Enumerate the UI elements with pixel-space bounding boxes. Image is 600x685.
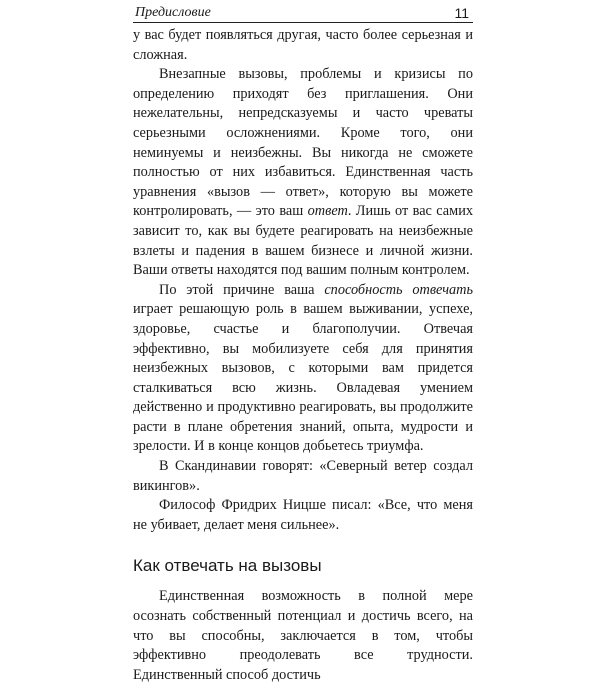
paragraphs-after-heading [133,587,473,685]
paragraph-p6 [133,587,473,685]
paragraphs-before-heading [133,26,473,535]
paragraph-p2 [133,65,473,281]
paragraph-text: Внезапные вызовы, проблемы и кризисы по определению приходят без приглашения. Они нежелательны, непредсказуемы и часто чреваты серьезными осложнениями. Кроме того, они неминуемы и неизбежны. Вы никогда не сможете полностью от них избавиться. Единственная часть уравнения «вызов — ответ», которую вы можете контролировать, — это ваш [133,66,473,220]
paragraph-text: у вас будет появляться другая, часто более серьезная и сложная. [133,27,473,63]
paragraph-p1 [133,26,473,65]
paragraph-text: . Лишь от вас самих зависит то, как вы будете реагировать на неизбежные взлеты и падения в вашем бизнесе и личной жизни. Ваши ответы находятся под вашим полным контролем. [133,203,473,279]
emphasis-text: ответ [307,203,348,220]
section-heading: Как отвечать на вызовы [133,556,322,576]
paragraph-p5 [133,496,473,535]
paragraph-text: Единственная возможность в полной мере осознать собственный потенциал и достичь всего, на что вы способны, заключается в том, чтобы эффективно преодолевать все трудности. Единственный способ достичь [133,588,473,683]
paragraph-text: играет решающую роль в вашем выживании, успехе, здоровье, счастье и благополучии. Отвечая эффективно, вы мобилизуете себя для принятия неизбежных вызовов, с которыми вам придется сталкиваться всю жизнь. Овладевая умением действенно и продуктивно реагировать, вы продолжите расти в плане обретения знаний, опыта, мудрости и зрелости. И в конце концов добьетесь триумфа. [133,301,473,455]
paragraph-p3 [133,281,473,457]
paragraph-p4 [133,457,473,496]
book-page [133,0,473,683]
page-number: 11 [454,5,469,21]
page-body [133,26,473,685]
emphasis-text: способность отвечать [324,281,473,298]
paragraph-text: В Скандинавии говорят: «Северный ветер создал викингов». [133,458,473,494]
running-header [133,4,473,23]
paragraph-text: Философ Фридрих Ницше писал: «Все, что меня не убивает, делает меня сильнее». [133,497,473,533]
paragraph-text: По этой причине ваша [159,281,325,298]
chapter-title: Предисловие [135,5,211,20]
